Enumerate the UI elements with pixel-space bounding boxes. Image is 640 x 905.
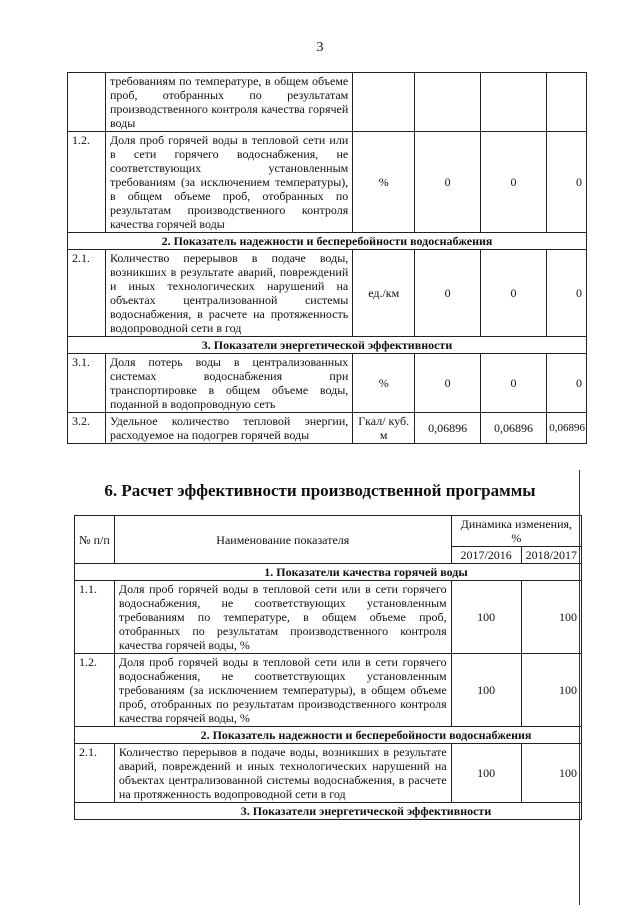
table-row (75, 654, 582, 727)
header-name: Наименование показателя (114, 516, 451, 564)
row-unit: Гкал/ куб. м (353, 413, 415, 444)
row-description: Количество перерывов в подаче воды, возникших в результате аварий, повреждений и иных технологических нарушений на объектах централизованной системы водоснабжения, в расчете на протяженность водопроводной сети в год (114, 744, 451, 803)
row-description: Количество перерывов в подаче воды, возникших в результате аварий, повреждений и иных технологических нарушений на объектах централизованной системы водоснабжения, в расчете на протяженность водопроводной сети в год (105, 250, 352, 337)
efficiency-table (74, 515, 582, 820)
section-heading: 1. Показатели качества горячей воды (75, 564, 582, 581)
row-value-3: 0 (546, 354, 586, 413)
row-description: Доля проб горячей воды в тепловой сети или в сети горячего водоснабжения, не соответствующих установленным требованиям (за исключением температуры), в общем объеме проб, отобранных по результатам производственного контроля качества горячей воды (105, 132, 352, 233)
section-row (75, 564, 582, 581)
row-number (68, 73, 106, 132)
row-number: 2.1. (68, 250, 106, 337)
table-row (68, 413, 587, 444)
header-year-2: 2018/2017 (521, 547, 581, 564)
row-unit: % (353, 354, 415, 413)
section-heading: 2. Показатель надежности и бесперебойности водоснабжения (68, 233, 587, 250)
row-value-1: 100 (451, 581, 521, 654)
row-description: требованиям по температуре, в общем объеме проб, отобранных по результатам производственного контроля качества горячей воды (105, 73, 352, 132)
row-value-2: 0,06896 (481, 413, 547, 444)
row-value-1: 0 (415, 354, 481, 413)
row-unit (353, 73, 415, 132)
row-value-3: 0 (546, 132, 586, 233)
row-value-1: 100 (451, 654, 521, 727)
section-heading: 3. Показатели энергетической эффективности (75, 803, 582, 820)
row-value-3 (546, 73, 586, 132)
row-value-3: 0,06896 (546, 413, 586, 444)
row-number: 1.2. (75, 654, 115, 727)
header-dynamics: Динамика изменения, % (451, 516, 581, 547)
row-description: Доля потерь воды в централизованных системах водоснабжения при транспортировке в общем объеме воды, поданной в водопроводную сеть (105, 354, 352, 413)
section-6-title: 6. Расчет эффективности производственной программы (104, 481, 536, 500)
header-row (75, 516, 582, 547)
section-row (68, 233, 587, 250)
section-row (75, 727, 582, 744)
table-row (68, 73, 587, 132)
row-value-2: 100 (521, 744, 581, 803)
row-number: 3.1. (68, 354, 106, 413)
row-unit: ед./км (353, 250, 415, 337)
section-row (68, 337, 587, 354)
scan-margin-line (579, 470, 580, 905)
row-value-2: 0 (481, 132, 547, 233)
indicators-table (67, 72, 587, 444)
section-row (75, 803, 582, 820)
row-value-1: 0 (415, 250, 481, 337)
row-unit: % (353, 132, 415, 233)
section-heading: 3. Показатели энергетической эффективности (68, 337, 587, 354)
row-value-2: 100 (521, 581, 581, 654)
row-value-2: 0 (481, 250, 547, 337)
table-row (68, 354, 587, 413)
row-number: 2.1. (75, 744, 115, 803)
row-description: Доля проб горячей воды в тепловой сети или в сети горячего водоснабжения, не соответствующих установленным требованиям (за исключением температуры), в общем объеме проб, отобранных по результатам производственного контроля качества горячей воды, % (114, 654, 451, 727)
page-number: 3 (316, 40, 324, 55)
row-number: 3.2. (68, 413, 106, 444)
section-heading: 2. Показатель надежности и бесперебойности водоснабжения (75, 727, 582, 744)
header-year-1: 2017/2016 (451, 547, 521, 564)
row-value-2: 0 (481, 354, 547, 413)
row-value-1: 0 (415, 132, 481, 233)
table-row (75, 744, 582, 803)
table-row (75, 581, 582, 654)
row-value-1 (415, 73, 481, 132)
table-row (68, 250, 587, 337)
row-value-1: 100 (451, 744, 521, 803)
row-value-1: 0,06896 (415, 413, 481, 444)
row-value-3: 0 (546, 250, 586, 337)
table-row (68, 132, 587, 233)
row-value-2 (481, 73, 547, 132)
row-value-2: 100 (521, 654, 581, 727)
row-number: 1.1. (75, 581, 115, 654)
row-number: 1.2. (68, 132, 106, 233)
row-description: Удельное количество тепловой энергии, расходуемое на подогрев горячей воды (105, 413, 352, 444)
row-description: Доля проб горячей воды в тепловой сети или в сети горячего водоснабжения, не соответствующих установленным требованиям по температуре, в общем объеме проб, отобранных по результатам производственного контроля качества горячей воды, % (114, 581, 451, 654)
header-number: № п/п (75, 516, 115, 564)
